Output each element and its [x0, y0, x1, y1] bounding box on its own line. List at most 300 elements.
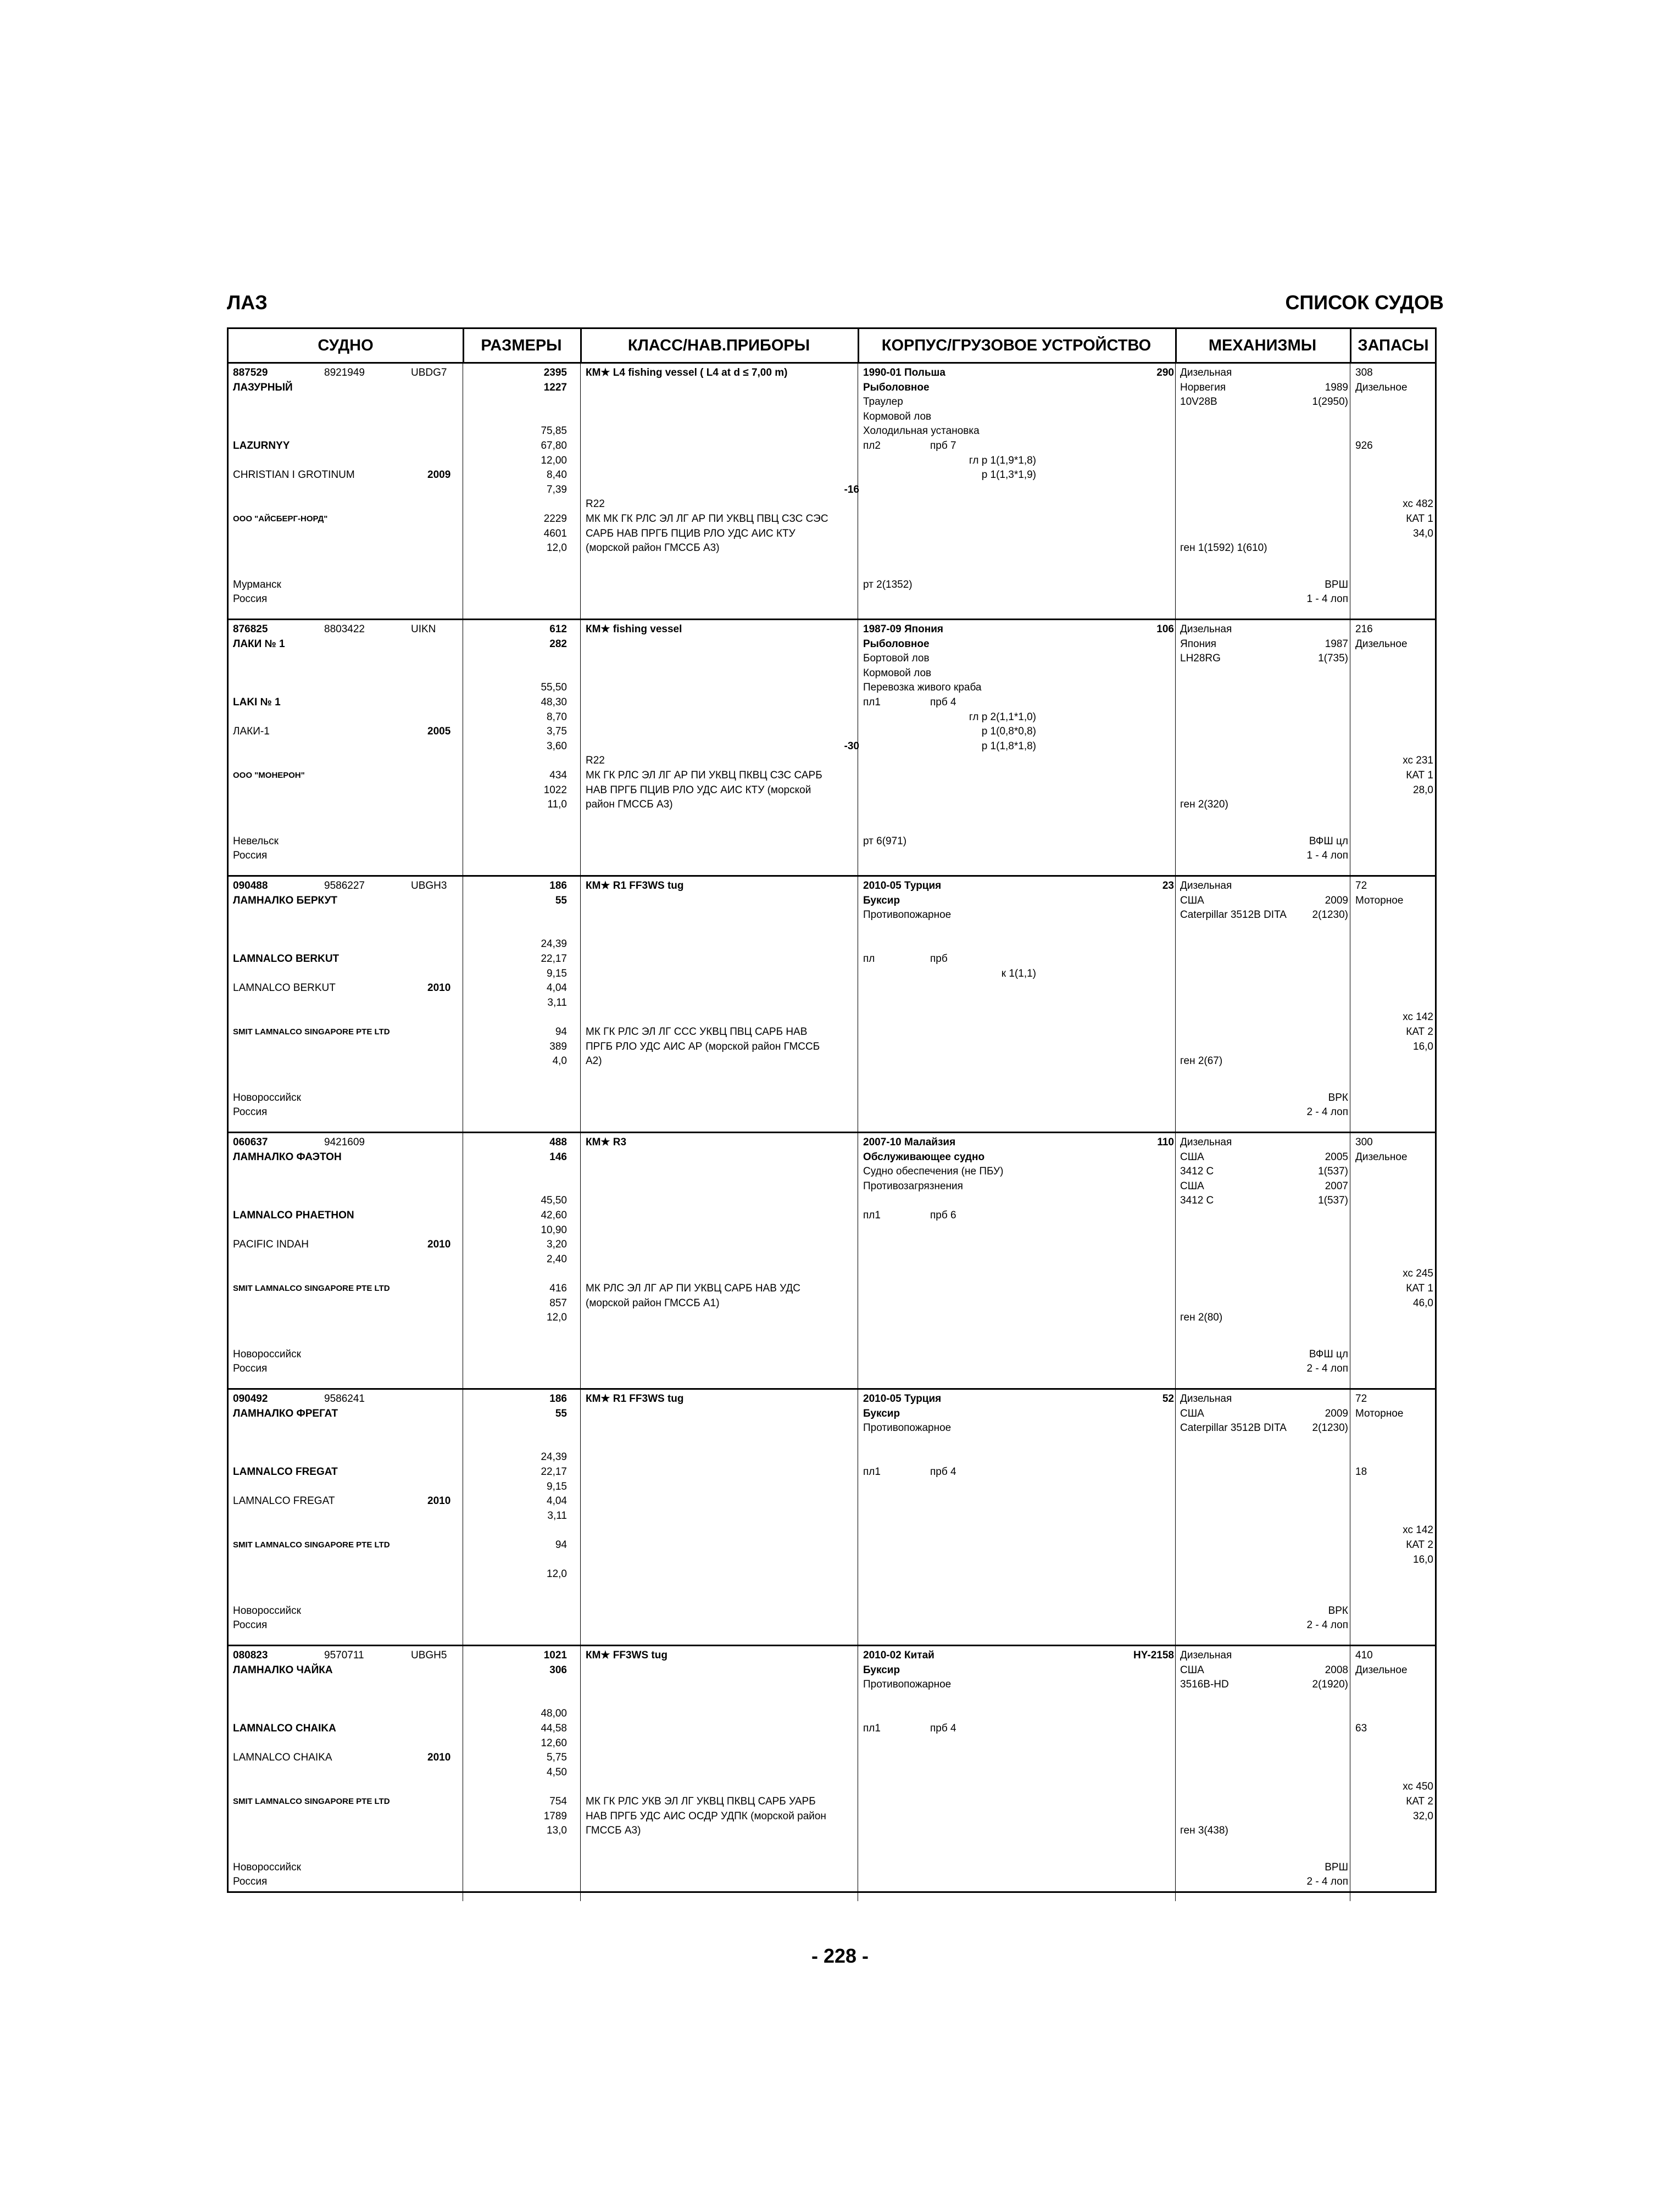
dimension-value: 5,75	[547, 1752, 567, 1764]
dimension-value: 186	[549, 1393, 567, 1405]
engine-power: 1(537)	[1318, 1166, 1348, 1178]
build-year: 2010	[427, 982, 451, 994]
dimension-value: 4,04	[547, 1495, 567, 1507]
owner: SMIT LAMNALCO SINGAPORE PTE LTD	[233, 1797, 390, 1806]
dimension-value: 389	[549, 1040, 567, 1052]
nav-equipment-line: МК ГК РЛС ЭЛ ЛГ АР ПИ УКВЦ ПКВЦ СЗС САРБ	[586, 770, 822, 781]
dimension-value: 67,80	[541, 440, 567, 452]
engine-power: 1(2950)	[1312, 396, 1348, 408]
vessel-name: ЛАЗУРНЫЙ	[233, 381, 293, 393]
hatches: прб 6	[930, 1210, 956, 1221]
propeller-blades: 2 - 4 лоп	[1306, 1363, 1348, 1375]
call-sign: UIKN	[411, 623, 436, 635]
table-header	[229, 329, 1435, 364]
owner: SMIT LAMNALCO SINGAPORE PTE LTD	[233, 1284, 390, 1293]
machinery-line: Дизельная	[1180, 1137, 1232, 1148]
column-divider	[1175, 1133, 1176, 1388]
vessel-type: Буксир	[863, 894, 900, 906]
hatches: прб 4	[930, 697, 956, 708]
dimension-value: 94	[555, 1026, 567, 1038]
dimension-value: 45,50	[541, 1195, 567, 1207]
vessel-record	[229, 877, 1435, 1133]
hull-feature: Противопожарное	[863, 1422, 952, 1434]
class-r: R22	[586, 498, 605, 510]
hull-build: 1990-01 Польша	[863, 367, 945, 378]
vessel-name-latin: LAZURNYY	[233, 440, 290, 452]
imo-number: 8803422	[324, 623, 365, 635]
dimension-value: 4,50	[547, 1766, 567, 1778]
vessel-name-latin: LAKI № 1	[233, 697, 281, 708]
vessel-name: ЛАМНАЛКО БЕРКУТ	[233, 894, 338, 906]
build-year: 2010	[427, 1239, 451, 1251]
vessel-name: ЛАМНАЛКО ФРЕГАТ	[233, 1407, 338, 1419]
dimension-value: 12,0	[547, 542, 567, 554]
cargo-gear: р 1(0,8*0,8)	[981, 726, 1036, 738]
previous-name: PACIFIC INDAH	[233, 1239, 309, 1251]
propeller-blades: 2 - 4 лоп	[1306, 1619, 1348, 1631]
column-divider	[1175, 1646, 1176, 1901]
owner: ООО "АЙСБЕРГ-НОРД"	[233, 514, 328, 523]
vessel-name: ЛАМНАЛКО ЧАЙКА	[233, 1664, 333, 1676]
vessel-name-latin: LAMNALCO FREGAT	[233, 1466, 338, 1478]
machinery-line: 3516B-HD	[1180, 1679, 1229, 1691]
flag-country: Россия	[233, 1363, 268, 1375]
engine-year: 2005	[1325, 1151, 1348, 1163]
nav-equipment-line: ПРГБ РЛО УДС АИС АР (морской район ГМССБ	[586, 1040, 820, 1052]
supplies-value: КАТ 2	[1406, 1796, 1433, 1807]
dimension-value: 2,40	[547, 1253, 567, 1265]
dimension-value: 44,58	[541, 1723, 567, 1734]
nav-equipment-line: САРБ НАВ ПРГБ ПЦИВ РЛО УДС АИС КТУ	[586, 527, 796, 539]
hatches: прб 7	[930, 440, 956, 452]
generators: ген 2(67)	[1180, 1055, 1223, 1067]
dimension-value: 4,0	[552, 1055, 567, 1067]
machinery-line: Caterpillar 3512B DITA	[1180, 1422, 1287, 1434]
generators: ген 3(438)	[1180, 1825, 1228, 1837]
supplies-value: 34,0	[1413, 527, 1433, 539]
hull-build: 1987-09 Япония	[863, 623, 943, 635]
registry-number: 887529	[233, 367, 268, 378]
supplies-value: КАТ 2	[1406, 1026, 1433, 1038]
supplies-value: 16,0	[1413, 1553, 1433, 1566]
flag-country: Россия	[233, 1106, 268, 1118]
home-port: Новороссийск	[233, 1861, 301, 1873]
hull-feature: Кормовой лов	[863, 410, 932, 422]
dimension-value: 754	[549, 1796, 567, 1807]
supplies-value: 216	[1355, 623, 1373, 635]
supplies-value: хс 245	[1403, 1268, 1433, 1280]
column-divider	[580, 364, 581, 619]
registry-number: 090488	[233, 880, 268, 892]
engine-year: 2008	[1325, 1664, 1348, 1676]
vessel-name: ЛАМНАЛКО ФАЭТОН	[233, 1151, 342, 1163]
supplies-value: 63	[1355, 1723, 1367, 1734]
class-notation: КМ★ L4 fishing vessel ( L4 at d ≤ 7,00 m)	[586, 367, 788, 378]
propeller: ВФШ цл	[1309, 1348, 1348, 1360]
generators: ген 2(80)	[1180, 1312, 1223, 1324]
dimension-value: 12,0	[547, 1568, 567, 1580]
hull-build: 2007-10 Малайзия	[863, 1137, 956, 1148]
dimension-value: 4601	[543, 527, 567, 539]
dimension-value: 22,17	[541, 1466, 567, 1478]
header-vessel: СУДНО	[318, 337, 374, 354]
propeller-blades: 1 - 4 лоп	[1306, 850, 1348, 862]
column-divider	[580, 620, 581, 875]
fuel-type: Моторное	[1355, 1407, 1404, 1419]
nav-equipment-line: МК ГК РЛС ЭЛ ЛГ ССС УКВЦ ПВЦ САРБ НАВ	[586, 1026, 808, 1038]
call-sign: UBGH5	[411, 1650, 447, 1661]
dimension-value: 24,39	[541, 938, 567, 950]
machinery-line: 3412 C	[1180, 1166, 1214, 1178]
column-divider	[580, 1133, 581, 1388]
supplies-value: 72	[1355, 880, 1367, 892]
engine-power: 2(1230)	[1312, 1422, 1348, 1434]
hatches: прб 4	[930, 1723, 956, 1734]
dimension-value: 282	[549, 638, 567, 650]
flag-country: Россия	[233, 593, 268, 605]
vessel-type: Рыболовное	[863, 381, 930, 393]
cargo-gear: гл р 2(1,1*1,0)	[969, 711, 1036, 723]
column-divider	[1175, 620, 1176, 875]
dimension-value: 12,00	[541, 454, 567, 466]
engine-power: 1(537)	[1318, 1195, 1348, 1207]
hull-feature: Перевозка живого краба	[863, 682, 982, 694]
supplies-value: 32,0	[1413, 1810, 1433, 1822]
supplies-value: 410	[1355, 1650, 1373, 1661]
machinery-line: США	[1180, 1180, 1204, 1192]
hold-temperature: -16	[844, 483, 859, 495]
header-hull: КОРПУС/ГРУЗОВОЕ УСТРОЙСТВО	[881, 337, 1151, 354]
dimension-value: 8,40	[547, 469, 567, 481]
holds: пл1	[863, 1723, 881, 1734]
previous-name: CHRISTIAN I GROTINUM	[233, 469, 355, 481]
imo-number: 9586241	[324, 1393, 365, 1405]
hull-number: 106	[1156, 623, 1174, 635]
machinery-line: Дизельная	[1180, 1393, 1232, 1405]
home-port: Новороссийск	[233, 1605, 301, 1617]
fuel-type: Дизельное	[1355, 1664, 1408, 1676]
page-number: - 228 -	[811, 1945, 869, 1967]
dimension-value: 13,0	[547, 1825, 567, 1837]
hull-number: 52	[1162, 1393, 1174, 1405]
running-header-right: СПИСОК СУДОВ	[1285, 291, 1444, 314]
header-supplies: ЗАПАСЫ	[1358, 337, 1429, 354]
dimension-value: 48,00	[541, 1708, 567, 1720]
supplies-value: хс 450	[1403, 1781, 1433, 1793]
vessel-type: Рыболовное	[863, 638, 930, 650]
fuel-type: Дизельное	[1355, 381, 1408, 393]
dimension-value: 3,60	[547, 740, 567, 752]
fuel-type: Моторное	[1355, 894, 1404, 906]
flag-country: Россия	[233, 1619, 268, 1631]
dimension-value: 416	[549, 1283, 567, 1294]
hull-number: 110	[1157, 1137, 1174, 1148]
hull-feature: Противозагрязнения	[863, 1180, 963, 1192]
dimension-value: 55	[555, 1407, 567, 1419]
previous-name: LAMNALCO CHAIKA	[233, 1752, 332, 1764]
dimension-value: 7,39	[547, 483, 567, 495]
hull-build: 2010-05 Турция	[863, 1393, 942, 1405]
hull-feature: Противопожарное	[863, 1679, 952, 1691]
supplies-value: 46,0	[1413, 1297, 1433, 1309]
build-year: 2010	[427, 1752, 451, 1764]
flag-country: Россия	[233, 850, 268, 862]
registry-number: 060637	[233, 1137, 268, 1148]
dimension-value: 8,70	[547, 711, 567, 723]
owner: ООО "МОНЕРОН"	[233, 771, 305, 780]
nav-equipment-line: А2)	[586, 1055, 602, 1067]
engine-year: 2009	[1325, 1407, 1348, 1419]
build-year: 2005	[427, 726, 451, 738]
class-r: R22	[586, 755, 605, 767]
header-machinery: МЕХАНИЗМЫ	[1208, 337, 1317, 354]
registry-number: 876825	[233, 623, 268, 635]
dimension-value: 55,50	[541, 682, 567, 694]
cargo-gear: гл р 1(1,9*1,8)	[969, 454, 1036, 466]
engine-power: 2(1920)	[1312, 1679, 1348, 1691]
supplies-value: КАТ 1	[1406, 513, 1433, 525]
propeller-blades: 2 - 4 лоп	[1306, 1876, 1348, 1888]
dimension-value: 94	[555, 1539, 567, 1551]
dimension-value: 3,11	[547, 1509, 567, 1522]
supplies-value: 16,0	[1413, 1040, 1433, 1052]
nav-equipment-line: (морской район ГМССБ А1)	[586, 1297, 720, 1309]
supplies-value: 308	[1355, 367, 1373, 378]
cargo-gear: р 1(1,3*1,9)	[981, 469, 1036, 481]
imo-number: 8921949	[324, 367, 365, 378]
dimension-value: 48,30	[541, 697, 567, 708]
nav-equipment-line: (морской район ГМССБ А3)	[586, 542, 720, 554]
dimension-value: 12,0	[547, 1312, 567, 1324]
machinery-line: Дизельная	[1180, 880, 1232, 892]
machinery-line: США	[1180, 1151, 1204, 1163]
fuel-type: Дизельное	[1355, 638, 1408, 650]
engine-year: 2007	[1325, 1180, 1348, 1192]
flag-country: Россия	[233, 1876, 268, 1888]
supplies-value: хс 142	[1403, 1524, 1433, 1536]
engine-power: 1(735)	[1318, 653, 1348, 665]
hull-feature: Кормовой лов	[863, 667, 932, 679]
dimension-value: 9,15	[547, 967, 567, 979]
nav-equipment-line: район ГМССБ А3)	[586, 799, 673, 811]
hull-feature: Траулер	[863, 396, 903, 408]
machinery-line: 3412 C	[1180, 1195, 1214, 1207]
previous-name: LAMNALCO BERKUT	[233, 982, 336, 994]
dimension-value: 10,90	[541, 1224, 567, 1236]
vessel-record	[229, 364, 1435, 620]
dimension-value: 1789	[543, 1810, 567, 1822]
vessel-record	[229, 1646, 1435, 1901]
dimension-value: 146	[549, 1151, 567, 1163]
class-notation: КМ★ FF3WS tug	[586, 1650, 667, 1661]
dimension-value: 4,04	[547, 982, 567, 994]
header-class: КЛАСС/НАВ.ПРИБОРЫ	[627, 337, 810, 354]
holds: пл1	[863, 1210, 881, 1221]
supplies-value: 300	[1355, 1137, 1373, 1148]
machinery-line: Дизельная	[1180, 367, 1232, 378]
dimension-value: 12,60	[541, 1737, 567, 1749]
hull-feature: Судно обеспечения (не ПБУ)	[863, 1166, 1004, 1178]
column-divider	[580, 1390, 581, 1645]
engine-year: 1989	[1325, 381, 1348, 393]
hatches: прб 4	[930, 1466, 956, 1478]
propeller: ВРК	[1328, 1605, 1348, 1617]
dimension-value: 857	[549, 1297, 567, 1309]
build-year: 2010	[427, 1495, 451, 1507]
imo-number: 9421609	[324, 1137, 365, 1148]
supplies-value: 72	[1355, 1393, 1367, 1405]
ship-register-table	[227, 327, 1437, 1893]
build-year: 2009	[427, 469, 451, 481]
home-port: Невельск	[233, 835, 279, 847]
machinery-line: Caterpillar 3512B DITA	[1180, 909, 1287, 921]
holds: пл2	[863, 440, 881, 452]
nav-equipment-line: МК РЛС ЭЛ ЛГ АР ПИ УКВЦ САРБ НАВ УДС	[586, 1283, 800, 1294]
machinery-line: Дизельная	[1180, 1650, 1232, 1661]
propeller-blades: 2 - 4 лоп	[1306, 1106, 1348, 1118]
cargo-gear: р 1(1,8*1,8)	[981, 740, 1036, 752]
dimension-value: 24,39	[541, 1451, 567, 1463]
owner: SMIT LAMNALCO SINGAPORE PTE LTD	[233, 1027, 390, 1037]
dimension-value: 488	[549, 1137, 567, 1148]
hull-build: 2010-05 Турция	[863, 880, 942, 892]
dimension-value: 3,20	[547, 1239, 567, 1251]
dimension-value: 1021	[543, 1650, 567, 1661]
hull-number: 290	[1156, 367, 1174, 378]
nav-equipment-line: ГМССБ А3)	[586, 1825, 641, 1837]
nav-equipment-line: МК МК ГК РЛС ЭЛ ЛГ АР ПИ УКВЦ ПВЦ СЗС СЭС	[586, 513, 828, 525]
hull-number: 23	[1162, 880, 1174, 892]
holds: пл	[863, 953, 875, 965]
column-divider	[1175, 1390, 1176, 1645]
previous-name: ЛАКИ-1	[233, 726, 270, 738]
supplies-value: КАТ 1	[1406, 1283, 1433, 1294]
machinery-line: Япония	[1180, 638, 1216, 650]
hull-number: HY-2158	[1133, 1650, 1174, 1661]
engine-year: 1987	[1325, 638, 1348, 650]
hull-feature: Противопожарное	[863, 909, 952, 921]
vessel-record	[229, 1133, 1435, 1390]
dimension-value: 2229	[543, 513, 567, 525]
header-dimensions: РАЗМЕРЫ	[481, 337, 562, 354]
supplies-value: 18	[1355, 1466, 1367, 1478]
vessel-record	[229, 1390, 1435, 1646]
supplies-value: 28,0	[1413, 784, 1433, 796]
home-port: Новороссийск	[233, 1091, 301, 1104]
propeller: ВФШ цл	[1309, 835, 1348, 847]
supplies-value: хс 142	[1403, 1011, 1433, 1023]
machinery-line: США	[1180, 1664, 1204, 1676]
imo-number: 9570711	[324, 1650, 364, 1661]
fuel-type: Дизельное	[1355, 1151, 1408, 1163]
dimension-value: 55	[555, 894, 567, 906]
class-notation: КМ★ R1 FF3WS tug	[586, 1393, 684, 1405]
propeller: ВРК	[1328, 1091, 1348, 1104]
hold-temperature: -30	[844, 740, 859, 752]
dimension-value: 612	[549, 623, 567, 635]
running-header-left: ЛАЗ	[227, 291, 268, 314]
machinery-line: Норвегия	[1180, 381, 1226, 393]
column-divider	[1175, 877, 1176, 1132]
engine-year: 2009	[1325, 894, 1348, 906]
registry-number: 090492	[233, 1393, 268, 1405]
refrigeration: рт 2(1352)	[863, 578, 913, 591]
supplies-value: хс 231	[1403, 755, 1433, 767]
owner: SMIT LAMNALCO SINGAPORE PTE LTD	[233, 1540, 390, 1550]
column-divider	[580, 877, 581, 1132]
supplies-value: 926	[1355, 440, 1373, 452]
vessel-name-latin: LAMNALCO CHAIKA	[233, 1723, 336, 1734]
holds: пл1	[863, 1466, 881, 1478]
vessel-type: Обслуживающее судно	[863, 1151, 985, 1163]
dimension-value: 42,60	[541, 1210, 567, 1221]
engine-power: 2(1230)	[1312, 909, 1348, 921]
previous-name: LAMNALCO FREGAT	[233, 1495, 335, 1507]
dimension-value: 1227	[543, 381, 567, 393]
machinery-line: Дизельная	[1180, 623, 1232, 635]
imo-number: 9586227	[324, 880, 365, 892]
dimension-value: 11,0	[547, 799, 567, 811]
hull-feature: Бортовой лов	[863, 653, 930, 665]
holds: пл1	[863, 697, 881, 708]
dimension-value: 434	[549, 770, 567, 781]
supplies-value: КАТ 2	[1406, 1539, 1433, 1551]
class-notation: КМ★ fishing vessel	[586, 623, 682, 635]
machinery-line: США	[1180, 894, 1204, 906]
home-port: Новороссийск	[233, 1348, 301, 1360]
dimension-value: 2395	[543, 367, 567, 378]
refrigeration: рт 6(971)	[863, 835, 907, 847]
machinery-line: 10V28B	[1180, 396, 1217, 408]
home-port: Мурманск	[233, 578, 281, 591]
propeller-blades: 1 - 4 лоп	[1306, 593, 1348, 605]
dimension-value: 1022	[543, 784, 567, 796]
column-divider	[1175, 364, 1176, 619]
generators: ген 2(320)	[1180, 799, 1228, 811]
nav-equipment-line: МК ГК РЛС УКВ ЭЛ ЛГ УКВЦ ПКВЦ САРБ УАРБ	[586, 1796, 816, 1807]
propeller: ВРШ	[1325, 1861, 1348, 1873]
vessel-record	[229, 620, 1435, 877]
cargo-gear: к 1(1,1)	[1001, 967, 1036, 979]
dimension-value: 3,11	[547, 996, 567, 1009]
hatches: прб	[930, 953, 948, 965]
hull-feature: Холодильная установка	[863, 425, 980, 437]
hull-build: 2010-02 Китай	[863, 1650, 934, 1661]
vessel-name: ЛАКИ № 1	[233, 638, 285, 650]
class-notation: КМ★ R3	[586, 1137, 627, 1148]
nav-equipment-line: НАВ ПРГБ УДС АИС ОСДР УДПК (морской район	[586, 1810, 826, 1822]
vessel-type: Буксир	[863, 1407, 900, 1419]
dimension-value: 75,85	[541, 425, 567, 437]
machinery-line: LH28RG	[1180, 653, 1221, 665]
vessel-name-latin: LAMNALCO PHAETHON	[233, 1210, 354, 1221]
dimension-value: 3,75	[547, 726, 567, 738]
vessel-name-latin: LAMNALCO BERKUT	[233, 953, 340, 965]
supplies-value: хс 482	[1403, 498, 1433, 510]
nav-equipment-line: НАВ ПРГБ ПЦИВ РЛО УДС АИС КТУ (морской	[586, 784, 811, 796]
propeller: ВРШ	[1325, 578, 1348, 591]
vessel-type: Буксир	[863, 1664, 900, 1676]
dimension-value: 22,17	[541, 953, 567, 965]
registry-number: 080823	[233, 1650, 268, 1661]
class-notation: КМ★ R1 FF3WS tug	[586, 880, 684, 892]
call-sign: UBGH3	[411, 880, 447, 892]
column-divider	[580, 1646, 581, 1901]
supplies-value: КАТ 1	[1406, 770, 1433, 781]
generators: ген 1(1592) 1(610)	[1180, 542, 1267, 554]
call-sign: UBDG7	[411, 367, 447, 378]
dimension-value: 9,15	[547, 1480, 567, 1492]
